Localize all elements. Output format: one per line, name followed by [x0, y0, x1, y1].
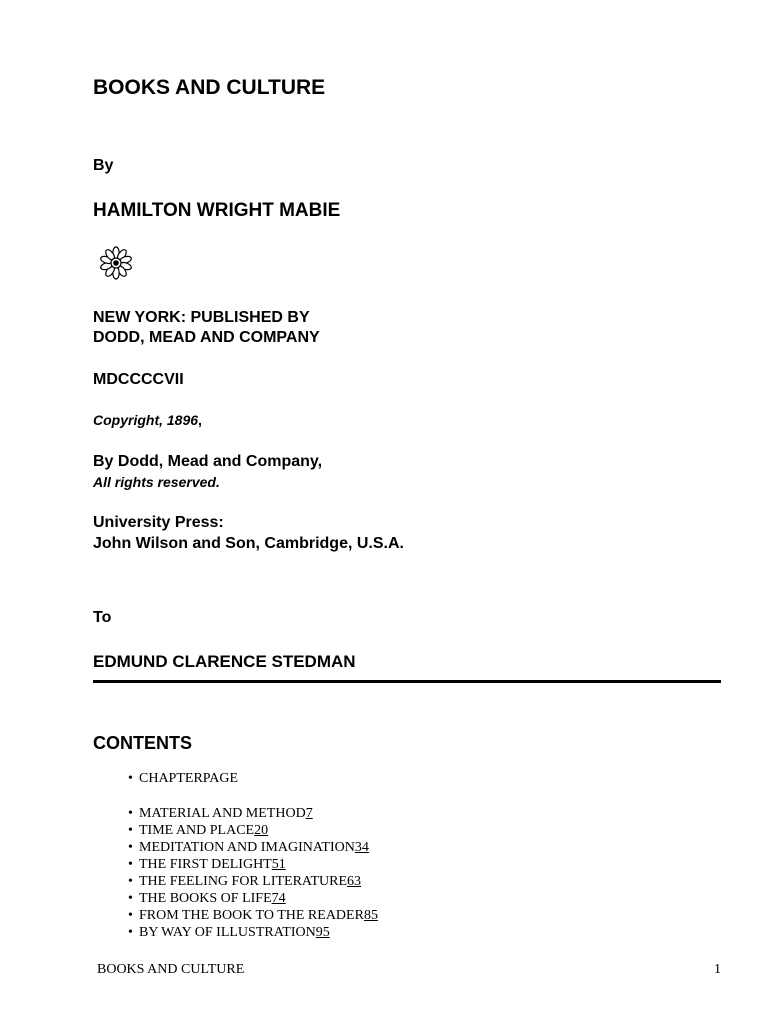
- publication-year: MDCCCCVII: [93, 371, 184, 388]
- contents-item: [128, 873, 378, 890]
- bullet: •: [128, 771, 133, 786]
- chapter-title: MATERIAL AND METHOD: [139, 806, 306, 821]
- copyright-line: [93, 412, 202, 428]
- by-label: By: [93, 157, 114, 174]
- bullet: •: [128, 874, 133, 889]
- chapter-page-link[interactable]: 20: [254, 823, 269, 838]
- publisher-line: By Dodd, Mead and Company,: [93, 453, 323, 470]
- contents-item: [128, 839, 378, 856]
- chapter-title: THE FEELING FOR LITERATURE: [139, 874, 348, 889]
- bullet: •: [128, 908, 133, 923]
- dedication-to: To: [93, 609, 112, 626]
- contents-item: [128, 924, 378, 941]
- chapter-page-link[interactable]: 63: [347, 874, 362, 889]
- horizontal-rule: [93, 680, 721, 683]
- bullet: •: [128, 891, 133, 906]
- chapter-column-label: CHAPTER: [139, 771, 203, 786]
- chapter-page-link[interactable]: 74: [271, 891, 286, 906]
- flower-ornament-icon: [99, 246, 133, 280]
- rights-reserved: All rights reserved.: [93, 474, 220, 490]
- chapter-page-link[interactable]: 95: [315, 925, 330, 940]
- press-line-2: John Wilson and Son, Cambridge, U.S.A.: [93, 535, 404, 552]
- copyright-suffix: ,: [198, 412, 202, 428]
- chapter-page-link[interactable]: 51: [271, 857, 286, 872]
- chapter-title: THE BOOKS OF LIFE: [139, 891, 272, 906]
- bullet: •: [128, 925, 133, 940]
- bullet: •: [128, 806, 133, 821]
- contents-item: [128, 822, 378, 839]
- chapter-title: MEDITATION AND IMAGINATION: [139, 840, 355, 855]
- publication-line-1: NEW YORK: PUBLISHED BY: [93, 309, 310, 326]
- contents-heading: CONTENTS: [93, 733, 192, 753]
- chapter-page-link[interactable]: 7: [305, 806, 313, 821]
- dedicatee-name: EDMUND CLARENCE STEDMAN: [93, 652, 356, 671]
- footer-page-number: 1: [714, 962, 721, 977]
- contents-item: [128, 856, 378, 873]
- page-column-label: PAGE: [202, 771, 239, 786]
- copyright-text: Copyright, 1896: [93, 412, 199, 428]
- author-name: HAMILTON WRIGHT MABIE: [93, 200, 341, 221]
- contents-header-row: [128, 770, 238, 787]
- chapter-title: FROM THE BOOK TO THE READER: [139, 908, 364, 923]
- contents-item: [128, 805, 378, 822]
- press-line-1: University Press:: [93, 514, 224, 531]
- bullet: •: [128, 840, 133, 855]
- contents-item: [128, 907, 378, 924]
- chapter-title: BY WAY OF ILLUSTRATION: [139, 925, 316, 940]
- contents-list: [128, 805, 378, 941]
- bullet: •: [128, 857, 133, 872]
- contents-header-list: [128, 770, 238, 787]
- book-title: BOOKS AND CULTURE: [93, 76, 326, 99]
- chapter-page-link[interactable]: 85: [363, 908, 378, 923]
- chapter-page-link[interactable]: 34: [354, 840, 369, 855]
- bullet: •: [128, 823, 133, 838]
- contents-item: [128, 890, 378, 907]
- publication-line-2: DODD, MEAD AND COMPANY: [93, 329, 320, 346]
- chapter-title: TIME AND PLACE: [139, 823, 255, 838]
- footer-running-title: BOOKS AND CULTURE: [97, 962, 245, 977]
- chapter-title: THE FIRST DELIGHT: [139, 857, 272, 872]
